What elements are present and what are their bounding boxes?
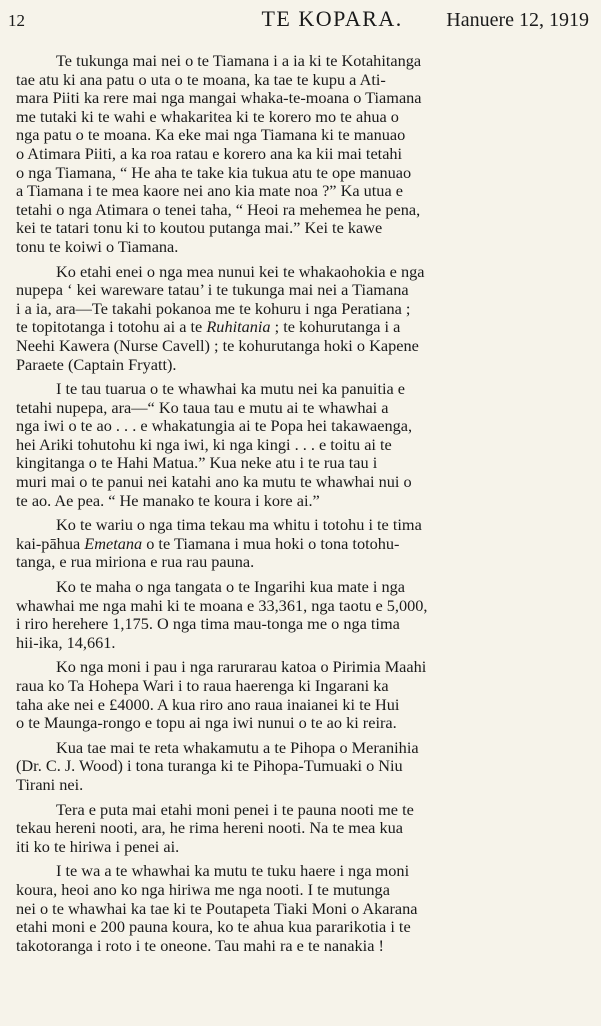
text-line: nupepa ‘ kei wareware tatau’ i te tukunga mai nei a Tiamana (16, 280, 409, 300)
page-header (8, 6, 589, 36)
text-line: whawhai me nga mahi ki te moana e 33,361, nga taotu e 5,000, (16, 595, 428, 615)
text-line: a Tiamana i te mea kaore nei ano kia mate noa ?” Ka utua e (16, 181, 403, 201)
text-line: muri mai o te panui nei katahi ano ka mutu te whawhai nui o (16, 472, 412, 492)
text-line: Neehi Kawera (Nurse Cavell) ; te kohurutanga hoki o Kapene (16, 335, 419, 355)
text-line: tekau hereni nooti, ara, he rima hereni nooti. Na te mea kua (16, 818, 403, 838)
text-line: (Dr. C. J. Wood) i tona turanga ki te Pihopa-Tumuaki o Niu (16, 756, 403, 776)
paragraph (16, 801, 589, 857)
paragraph (16, 739, 589, 795)
text-line: I te tau tuarua o te whawhai ka mutu nei ka panuitia e (56, 379, 406, 399)
text-line: Paraete (Captain Fryatt). (16, 354, 177, 374)
text-line: takotoranga i roto i te oneone. Tau mahi ra e te nanakia ! (16, 935, 384, 955)
text-line: Tera e puta mai etahi moni penei i te pauna nooti me te (56, 799, 414, 819)
article-body (8, 52, 589, 955)
text-line: I te wa a te whawhai ka mutu te tuku haere i nga moni (56, 861, 410, 881)
text-line: kei te tatari tonu ki to koutou putanga mai.” Kei te kawe (16, 218, 383, 238)
paragraph (16, 52, 589, 257)
text-line: Ko nga moni i pau i nga rarurarau katoa o Pirimia Maahi (56, 657, 427, 677)
text-line: mara Piiti ka rere mai nga mangai whaka-te-moana o Tiamana (16, 88, 422, 108)
publication-title: TE KOPARA. (261, 6, 403, 31)
paragraph (16, 658, 589, 732)
text-line: te ao. Ae pea. “ He manako te koura i kore ai.” (16, 490, 320, 510)
text-line: tetahi nupepa, ara—“ Ko taua tau e mutu ai te whawhai a (16, 397, 389, 417)
text-line: tanga, e rua miriona e rua rau pauna. (16, 552, 255, 572)
issue-date: Hanuere 12, 1919 (446, 9, 589, 31)
text-line: o Atimara Piiti, a ka roa ratau e korero ana ka kii mai tetahi (16, 143, 403, 163)
text-line: hii-ika, 14,661. (16, 632, 116, 652)
text-line: hei Ariki tohutohu ki nga iwi, ki nga kingi . . . e toitu ai te (16, 434, 392, 454)
text-line: taha ake nei e £4000. A kua riro ano raua inaianei ki te Hui (16, 694, 400, 714)
text-line: Ko te wariu o nga tima tekau ma whitu i totohu i te tima (56, 515, 422, 535)
text-line: Tirani nei. (16, 774, 84, 794)
page-number: 12 (8, 11, 25, 30)
text-line: Ko te maha o nga tangata o te Ingarihi kua mate i nga (56, 577, 406, 597)
text-line: koura, heoi ano ko nga hiriwa me nga nooti. I te mutunga (16, 879, 390, 899)
text-line: o te Maunga-rongo e topu ai nga iwi nunui o te ao ki reira. (16, 713, 397, 733)
text-line: me tutaki ki te wahi e whakaritea ki te korero mo te ahua o (16, 106, 399, 126)
paragraph (16, 380, 589, 510)
text-line: nga patu o te moana. Ka eke mai nga Tiamana ki te manuao (16, 125, 406, 145)
text-line: raua ko Ta Hohepa Wari i to raua haerenga ki Ingarani ka (16, 676, 389, 695)
text-line: iti ko te hiriwa i penei ai. (16, 836, 180, 856)
text-line: tetahi o nga Atimara o tenei taha, “ Heoi ra mehemea he pena, (16, 199, 421, 219)
text-line: kai-pāhua Emetana o te Tiamana i mua hoki o tona totohu- (16, 533, 400, 553)
paragraph (16, 516, 589, 572)
text-line: etahi moni e 200 pauna koura, ko te ahua kua pararikotia i te (16, 917, 411, 937)
text-line: i riro herehere 1,175. O nga tima mau-tonga me o nga tima (16, 614, 400, 634)
text-line: o nga Tiamana, “ He aha te take kia tukua atu te ope manuao (16, 162, 412, 182)
text-line: nga iwi o te ao . . . e whakatungia ai te Popa hei takawaenga, (16, 416, 413, 436)
text-line: i a ia, ara—Te takahi pokanoa me te kohuru i nga Peratiana ; (16, 298, 411, 318)
text-line: tae atu ki ana patu o uta o te moana, ka tae te kupu a Ati- (16, 69, 386, 89)
text-line: Kua tae mai te reta whakamutu a te Pihopa o Meranihia (56, 737, 419, 757)
text-line: nei o te whawhai ka tae ki te Poutapeta Tiaki Moni o Akarana (16, 898, 418, 918)
text-line: tonu te koiwi o Tiamana. (16, 236, 179, 256)
paragraph (16, 862, 589, 955)
text-line: Ko etahi enei o nga mea nunui kei te whakaohokia e nga (56, 261, 425, 281)
text-line: kingitanga o te Hahi Matua.” Kua neke atu i te rua tau i (16, 453, 378, 473)
paragraph (16, 263, 589, 375)
text-line: te topitotanga i totohu ai a te Ruhitania ; te kohurutanga i a (16, 317, 401, 337)
text-line: Te tukunga mai nei o te Tiamana i a ia ki te Kotahitanga (56, 51, 422, 70)
paragraph (16, 578, 589, 652)
